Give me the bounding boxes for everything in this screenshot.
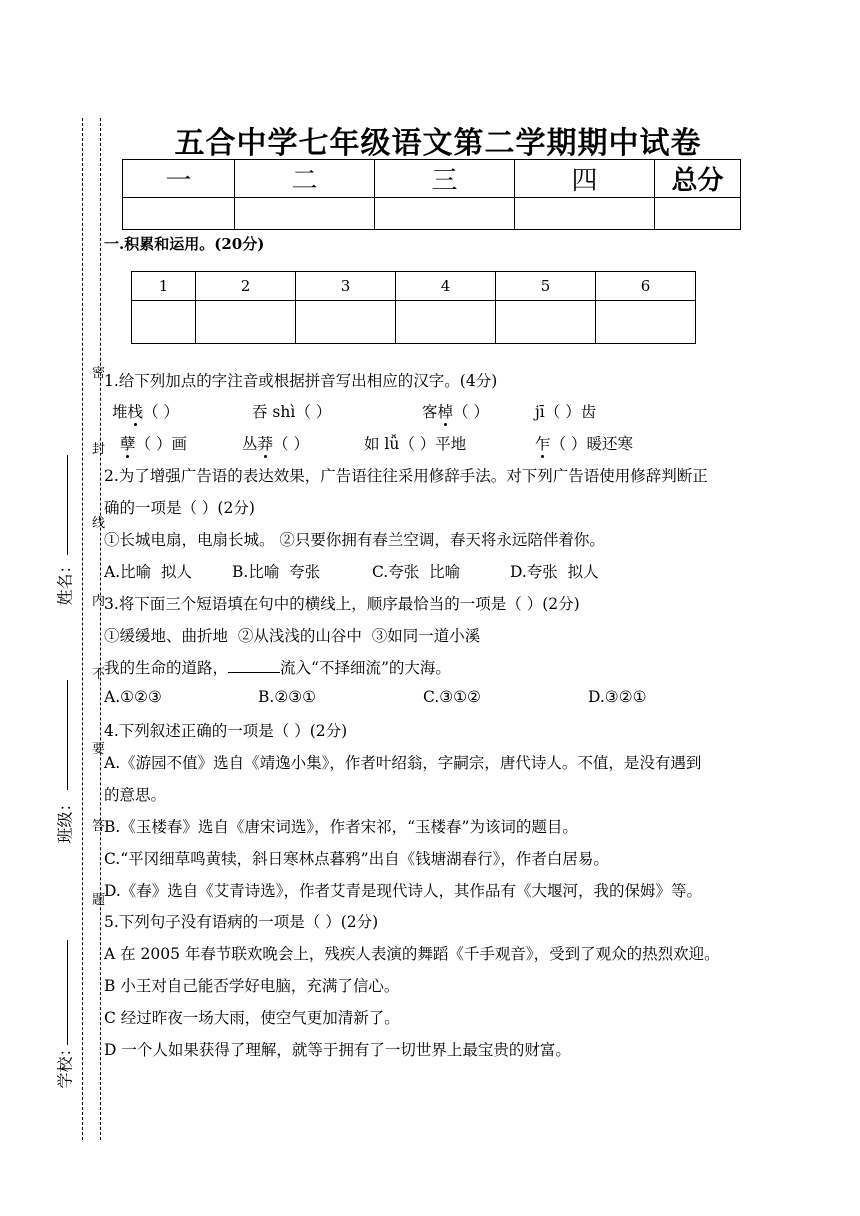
school-fill-line (67, 940, 68, 1045)
binding-dashed-line-inner (100, 118, 101, 1140)
answer-header-2: 2 (196, 272, 296, 301)
class-label: 班级： (55, 795, 75, 844)
answer-cell-2[interactable] (196, 301, 296, 344)
q5-option-d[interactable]: D 一个人如果获得了理解，就等于拥有了一切世界上最宝贵的财富。 (104, 1041, 571, 1059)
answer-cell-3[interactable] (296, 301, 396, 344)
answer-header-5: 5 (496, 272, 596, 301)
q1-row2-item-d (535, 432, 633, 454)
exam-title: 五合中学七年级语文第二学期期中试卷 (174, 126, 702, 161)
q2-option-c[interactable]: C.夸张 比喻 (372, 563, 461, 581)
q1-row2-item-b (242, 432, 309, 454)
score-header-4: 四 (515, 160, 655, 198)
q3-sentence-post: 流入“不择细流”的大海。 (280, 659, 451, 677)
binding-dashed-line-outer (82, 118, 83, 1140)
q5-option-c[interactable]: C 经过昨夜一场大雨，使空气更加清新了。 (104, 1009, 400, 1027)
class-fill-line (67, 680, 68, 790)
school-label: 学校： (55, 1040, 75, 1089)
q2-stem-line1: 2.为了增强广告语的表达效果，广告语往往采用修辞手法。对下列广告语使用修辞判断正 (104, 467, 708, 485)
q2-stem-line2: 确的一项是（ ）(2分) (104, 499, 255, 517)
q3-stem: 3.将下面三个短语填在句中的横线上，顺序最恰当的一项是（ ）(2分) (104, 595, 580, 613)
q2-examples: ①长城电扇，电扇长城。 ②只要你拥有春兰空调，春天将永远陪伴着你。 (104, 531, 605, 549)
q2-option-d[interactable]: D.夸张 拟人 (510, 563, 599, 581)
q1-row2-b-post: （ ） (273, 435, 309, 453)
score-header-1: 一 (123, 160, 235, 198)
answer-header-4: 4 (396, 272, 496, 301)
seal-char-xian: 线 (92, 516, 106, 531)
q2-option-a[interactable]: A.比喻 拟人 (104, 563, 192, 581)
q1-row1-item-a (112, 400, 179, 422)
q5-option-a[interactable]: A 在 2005 年春节联欢晚会上，残疾人表演的舞蹈《千手观音》，受到了观众的热烈欢迎。 (104, 945, 720, 963)
answer-cell-4[interactable] (396, 301, 496, 344)
score-header-2: 二 (235, 160, 375, 198)
q1-row2-b-dotted: 莽 (258, 432, 274, 454)
seal-char-yao: 要 (92, 742, 106, 757)
q1-row1-item-c (422, 400, 489, 422)
q3-fill-blank[interactable] (228, 658, 280, 673)
q5-option-b[interactable]: B 小王对自己能否学好电脑，充满了信心。 (104, 977, 400, 995)
score-header-total: 总分 (655, 160, 741, 198)
q1-row2-d-post: （ ）暖还寒 (550, 435, 633, 453)
q4-option-d[interactable]: D.《春》选自《艾青诗选》，作者艾青是现代诗人，其作品有《大堰河，我的保姆》等。 (104, 882, 703, 900)
q1-row2-item-c: 如 lǚ（ ）平地 (364, 435, 467, 453)
q1-row1-a-pre: 堆 (112, 403, 128, 421)
seal-char-ti: 题 (92, 893, 106, 908)
q4-option-a-line2: 的意思。 (104, 786, 167, 804)
q3-option-c[interactable]: C.③①② (423, 688, 481, 706)
q1-row2-b-pre: 丛 (242, 435, 258, 453)
answer-cell-6[interactable] (596, 301, 696, 344)
q1-row2-item-a (120, 432, 187, 454)
score-cell-1[interactable] (123, 198, 235, 230)
seal-char-bu: 不 (92, 667, 106, 682)
score-cell-4[interactable] (515, 198, 655, 230)
q4-option-a-line1[interactable]: A.《游园不值》选自《靖逸小集》，作者叶绍翁，字嗣宗，唐代诗人。不值，是没有遇到 (104, 754, 702, 772)
q1-row1-a-post: （ ） (143, 403, 179, 421)
q4-stem: 4.下列叙述正确的一项是（ ）(2分) (104, 722, 348, 740)
answer-header-6: 6 (596, 272, 696, 301)
q1-row1-c-pre: 客 (422, 403, 438, 421)
q3-option-d[interactable]: D.③②① (588, 688, 647, 706)
score-header-3: 三 (375, 160, 515, 198)
q1-stem: 1.给下列加点的字注音或根据拼音写出相应的汉字。(4分) (104, 372, 498, 390)
q3-phrases: ①缓缓地、曲折地 ②从浅浅的山谷中 ③如同一道小溪 (104, 627, 481, 645)
q4-option-c[interactable]: C.“平冈细草鸣黄犊，斜日寒林点暮鸦”出自《钱塘湖春行》，作者白居易。 (104, 850, 609, 868)
section1-heading: 一.积累和运用。(20分) (104, 235, 265, 253)
score-cell-3[interactable] (375, 198, 515, 230)
answer-cell-1[interactable] (132, 301, 196, 344)
q1-row2-a-dotted: 孽 (120, 432, 136, 454)
q3-sentence (104, 656, 451, 678)
q3-option-b[interactable]: B.②③① (258, 688, 317, 706)
q2-option-b[interactable]: B.比喻 夸张 (232, 563, 321, 581)
answer-table (131, 271, 696, 344)
name-label: 姓名： (55, 557, 75, 606)
seal-char-da: 答 (92, 819, 106, 834)
score-table (122, 159, 741, 230)
q3-option-a[interactable]: A.①②③ (104, 688, 162, 706)
q3-sentence-pre: 我的生命的道路， (104, 659, 229, 677)
q1-row1-a-dotted: 栈 (128, 400, 144, 422)
q5-stem: 5.下列句子没有语病的一项是（ ）(2分) (104, 913, 379, 931)
seal-char-nei: 内 (92, 594, 106, 609)
q1-row1-item-b: 吞 shì（ ） (252, 403, 332, 421)
q1-row2-a-post: （ ）画 (135, 435, 187, 453)
q1-row1-c-post: （ ） (453, 403, 489, 421)
answer-header-3: 3 (296, 272, 396, 301)
seal-char-feng: 封 (92, 442, 106, 457)
q1-row2-d-dotted: 乍 (535, 432, 551, 454)
answer-cell-5[interactable] (496, 301, 596, 344)
q1-row1-c-dotted: 棹 (438, 400, 454, 422)
name-fill-line (67, 455, 68, 555)
q1-row1-item-d: jī（ ）齿 (535, 403, 597, 421)
seal-char-mi: 密 (92, 366, 106, 381)
score-cell-total[interactable] (655, 198, 741, 230)
score-cell-2[interactable] (235, 198, 375, 230)
q4-option-b[interactable]: B.《玉楼春》选自《唐宋词选》，作者宋祁，“玉楼春”为该词的题目。 (104, 818, 578, 836)
answer-header-1: 1 (132, 272, 196, 301)
